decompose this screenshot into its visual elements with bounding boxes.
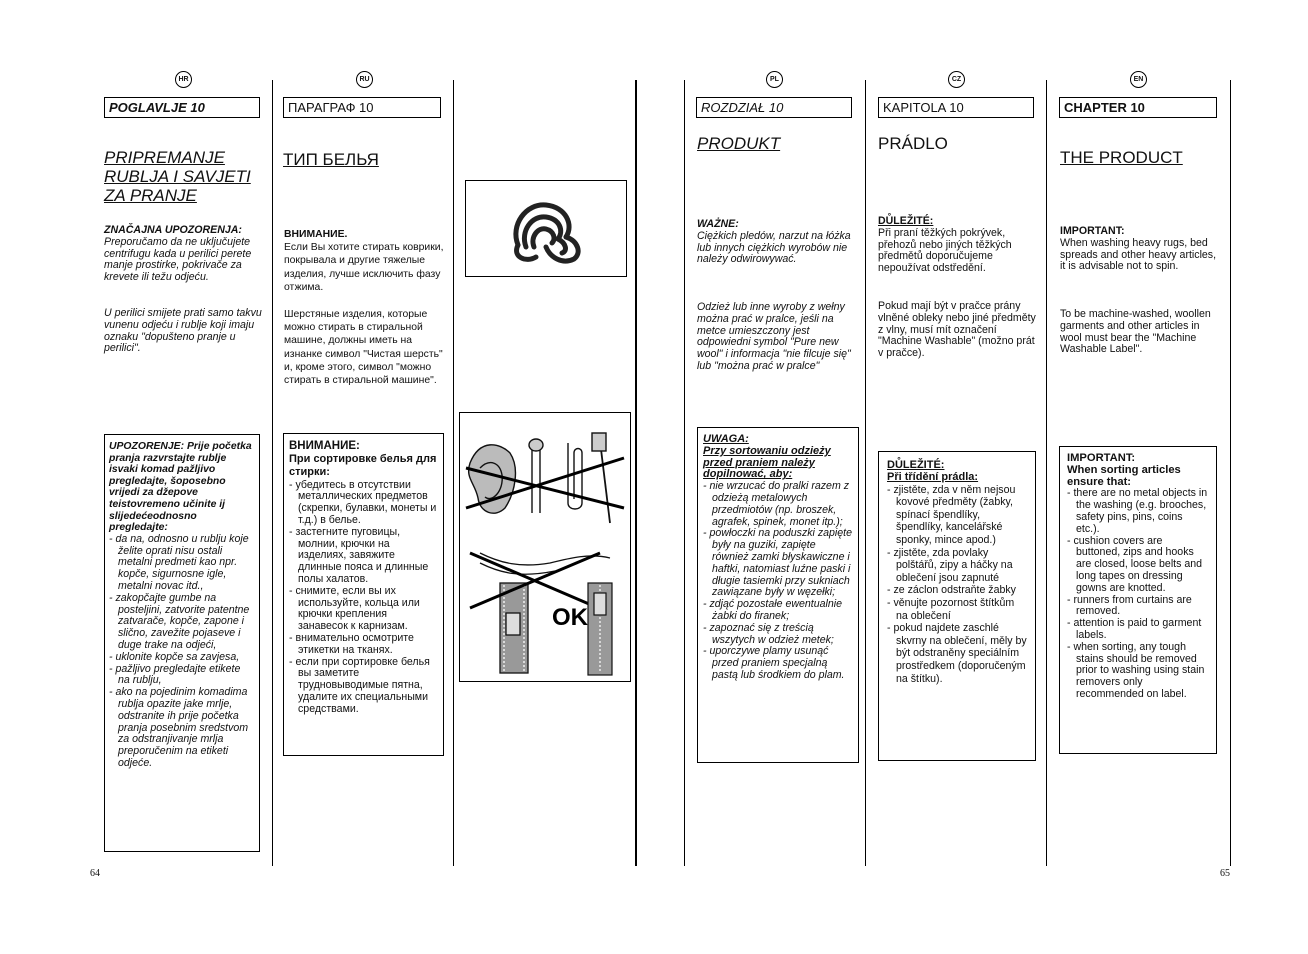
sorting-warning-box-ru [283, 433, 444, 756]
list-item: - pokud najdete zaschlé skvrny na oblečení, měly by být odstraněny speciálním prostředkem (doporučeným na štítku). [887, 622, 1027, 685]
important-heading: ВНИМАНИЕ. [284, 229, 348, 240]
sorting-list [289, 480, 438, 716]
important-text: When washing heavy rugs, bed spreads and other heavy articles, it is advisable not to spin. [1060, 236, 1217, 273]
important-text: Если Вы хотите стирать коврики, покрывала и другие тяжелые изделия, лучше исключить фазу отжима. [284, 242, 444, 293]
sorting-warning-box-hr [104, 434, 260, 852]
list-item: - снимите, если вы их используйте, кольца или крючки крепления занавесок к карнизам. [289, 584, 420, 633]
list-item: - zjistěte, zda povlaky polštářů, zipy a háčky na oblečení jsou zapnuté [887, 546, 1013, 584]
metal-objects-icon [469, 433, 610, 523]
important-heading: IMPORTANT: [1060, 225, 1125, 237]
page-divider [635, 80, 637, 866]
list-item: - there are no metal objects in the washing (e.g. brooches, safety pins, pins, coins etc.). [1067, 487, 1208, 535]
list-item: - zdjąć pozostałe ewentualnie żabki do firanek; [703, 598, 842, 622]
section-title-cz: PRÁDLO [878, 134, 948, 153]
page-number-left: 64 [90, 868, 100, 879]
woolmark-image-frame [465, 180, 627, 277]
box-heading: UWAGA: [703, 433, 749, 445]
woolmark-icon [466, 181, 626, 276]
sorting-list [109, 534, 255, 770]
list-item: - если при сортировке белья вы заметите трудновыводимые пятна, удалите их специальными средствами. [289, 655, 430, 715]
column-divider [453, 80, 454, 866]
list-item: - when sorting, any tough stains should be removed prior to washing using stain removers only recommended on label. [1067, 640, 1205, 700]
list-item: - uporczywe plamy usunąć przed praniem specjalną pastą lub środkiem do plam. [703, 645, 845, 681]
wool-note-ru: Шерстяные изделия, которые можно стирать в стиральной машине, должны иметь на изнанке символ "Чистая шерсть" и, кроме этого, символ "можно стирать в стиральной машине". [284, 309, 443, 387]
list-item: - ze záclon odstraňte žabky [887, 584, 1016, 597]
chapter-heading-cz: KAPITOLA 10 [878, 97, 1034, 118]
wool-note-en: To be machine-washed, woollen garments and other articles in wool must bear the "Machine Washable Label". [1060, 308, 1211, 356]
list-item: - cushion covers are buttoned, zips and hooks are closed, loose belts and long tapes on dressing gowns are knotted. [1067, 534, 1203, 594]
language-badge-hr: HR [175, 71, 192, 88]
important-heading: ZNAČAJNA UPOZORENJA: [104, 224, 242, 236]
box-heading: ВНИМАНИЕ: [289, 440, 360, 452]
box-subheading: Při třídění prádla: [887, 470, 979, 483]
important-text: Při praní těžkých pokrývek, přehozů nebo jiných těžkých předmětů doporučujeme nepoužívat odstředění. [878, 226, 1012, 275]
wool-note-cz: Pokud mají být v pračce prány vlněné obleky nebo jiné předměty z vlny, musí mít označení "Machine Washable" (možno prát v pračce). [878, 300, 1036, 360]
box-subheading: Przy sortowaniu odzieży przed praniem należy dopilnować, aby: [703, 444, 831, 481]
column-divider [272, 80, 273, 866]
box-heading: DŮLEŽITÉ: [887, 459, 945, 471]
list-item: - zapoznać się z treścią wszytych w odzież metek; [703, 621, 834, 646]
important-note-pl [697, 219, 855, 266]
important-text: Preporučamo da ne uključujete centrifugu kada u perilici perete manje prostirke, pokrivače za krevete ili težu odjeću. [104, 235, 252, 284]
chapter-heading-ru: ПАРАГРАФ 10 [283, 97, 441, 118]
section-title-pl: PRODUKT [697, 134, 781, 153]
important-heading: WAŻNE: [697, 218, 739, 230]
chapter-heading-en: CHAPTER 10 [1059, 97, 1217, 118]
language-badge-pl: PL [766, 71, 783, 88]
list-item: - runners from curtains are removed. [1067, 593, 1192, 618]
list-item: - zjistěte, zda v něm nejsou kovové předměty (žabky, spínací špendlíky, špendlíky, kancelářské sponky, mince apod.) [887, 483, 1016, 546]
sorting-warning-box-en [1059, 446, 1217, 754]
sorting-illustration-frame [459, 412, 631, 682]
important-note-ru [284, 228, 444, 294]
chapter-heading-hr: POGLAVLJE 10 [104, 97, 260, 118]
list-item: - věnujte pozornost štítkům na oblečení [887, 596, 1015, 622]
language-badge-ru: RU [356, 71, 373, 88]
section-title-ru: ТИП БЕЛЬЯ [283, 150, 379, 169]
important-heading: DŮLEŽITÉ: [878, 215, 934, 227]
list-item: - zakopčajte gumbe na posteljini, zatvorite patentne zatvarače, kopče, zapone i slično, zavežite pojaseve i duge trake na odjeći, [109, 591, 250, 651]
box-heading: UPOZORENJE: Prije početka pranja razvrstajte rublje isvaki komad pažljivo pregledajte, šoposebno vrijedi za džepove teistovremeno učinite ij slijedećeodnosno pregledajte: [109, 441, 252, 534]
wool-note-hr: U perilici smijete prati samo takvu vunenu odjeću i rublje koji imaju oznaku "dopušteno pranje u perilici". [104, 307, 262, 355]
section-title-hr: PRIPREMANJE RUBLJA I SAVJETI ZA PRANJE [104, 148, 251, 205]
list-item: - uklonite kopče sa zavjesa, [109, 650, 240, 663]
ok-label: OK [552, 604, 588, 631]
list-item: - внимательно осмотрите этикетки на тканях. [289, 631, 414, 656]
list-item: - powłoczki na poduszki zapięte były na guziki, zapięte również zamki błyskawiczne i haftki, natomiast luźne paski i długie tasiemki przy sukniach zawiązane były w węzełki; [703, 527, 852, 599]
sorting-illustration [460, 413, 630, 681]
page-number-right: 65 [1220, 868, 1230, 879]
column-divider [684, 80, 685, 866]
list-item: - attention is paid to garment labels. [1067, 617, 1202, 641]
sorting-list [703, 481, 853, 682]
list-item: - da na, odnosno u rublju koje želite oprati nisu ostali metalni predmeti kao npr. kopče, sigurnosne igle, metalni novac itd., [109, 532, 249, 592]
column-divider [1230, 80, 1231, 866]
sorting-list [887, 484, 1027, 686]
chapter-heading-pl: ROZDZIAŁ 10 [696, 97, 852, 118]
sorting-list [1067, 488, 1209, 700]
list-item: - застегните пуговицы, молнии, крючки на изделиях, завяжите длинные пояса и длинные полы халатов. [289, 525, 429, 585]
section-title-en: THE PRODUCT [1060, 148, 1183, 167]
list-item: - pažljivo pregledajte etikete na rublju, [109, 662, 241, 687]
box-subheading: When sorting articles ensure that: [1067, 463, 1181, 488]
sorting-warning-box-cz [878, 451, 1036, 761]
box-heading: IMPORTANT: [1067, 452, 1136, 464]
column-divider [1046, 80, 1047, 866]
list-item: - nie wrzucać do pralki razem z odzieżą metalowych przedmiotów (np. broszek, agrafek, spinek, monet itp.); [703, 480, 850, 528]
list-item: - убедитесь в отсутствии металлических предметов (скрепки, булавки, монеты и т.д.) в белье. [289, 478, 437, 526]
box-subheading: При сортировке белья для стирки: [289, 453, 437, 479]
column-divider [865, 80, 866, 866]
sorting-warning-box-pl [697, 427, 859, 763]
wool-note-pl: Odzież lub inne wyroby z wełny można prać w pralce, jeśli na metce umieszczony jest odpowiedni symbol "Pure new wool" i informacja "nie filcuje się" lub "można prać w pralce" [697, 301, 851, 372]
language-badge-cz: CZ [948, 71, 965, 88]
important-note-hr [104, 225, 264, 284]
language-badge-en: EN [1130, 71, 1147, 88]
important-note-en [1060, 226, 1222, 273]
zipper-icon-closed [588, 583, 612, 675]
important-text: Ciężkich pledów, narzut na łóżka lub innych ciężkich wyrobów nie należy odwirowywać. [697, 229, 851, 266]
important-note-cz [878, 216, 1040, 275]
list-item: - ako na pojedinim komadima rublja opazite jake mrlje, odstranite ih prije početka pranja posebnim sredstvom za odstranjivanje mrlja preporučenim na etiketi odjeće. [109, 686, 249, 769]
